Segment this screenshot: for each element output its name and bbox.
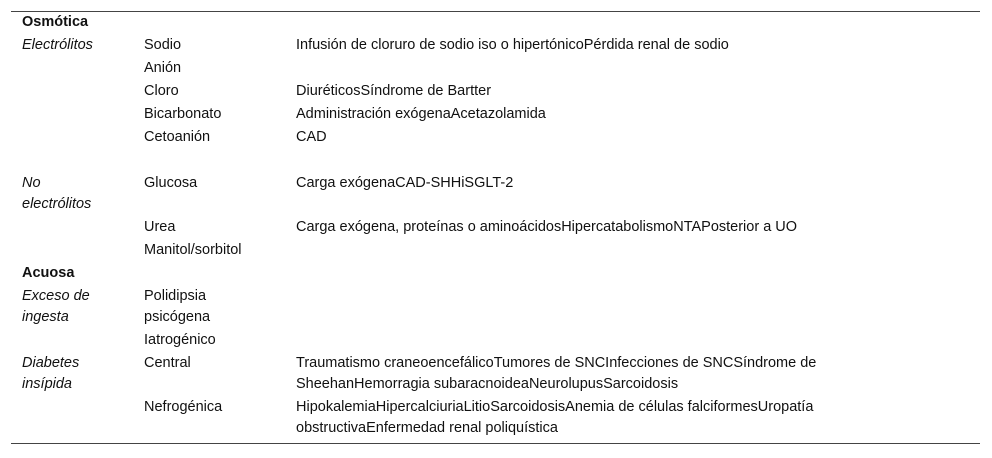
item-cloro: Cloro [144, 83, 179, 99]
cause-sodio: Infusión de cloruro de sodio iso o hipertónicoPérdida renal de sodio [296, 37, 729, 53]
item-cetoanion: Cetoanión [144, 129, 211, 145]
item-iatrogenico: Iatrogénico [144, 332, 216, 348]
item-glucosa: Glucosa [144, 175, 198, 191]
cause-central-line2: SheehanHemorragia subaracnoideaNeurolupusSarcoidosis [296, 376, 679, 392]
category-excess-intake-line1: Exceso de [22, 288, 90, 304]
category-diabetes-insipida-line2: insípida [22, 376, 72, 392]
section-heading-aqueous: Acuosa [22, 265, 75, 281]
item-nefrogenica: Nefrogénica [144, 399, 223, 415]
cause-glucosa: Carga exógenaCAD-SHHiSGLT-2 [296, 175, 514, 191]
cause-cloro: DiuréticosSíndrome de Bartter [296, 83, 492, 99]
category-non-electrolytes-line2: electrólitos [22, 196, 92, 212]
item-polidipsia: Polidipsia [144, 288, 207, 304]
cause-bicarbonato: Administración exógenaAcetazolamida [296, 106, 546, 122]
item-manitol: Manitol/sorbitol [144, 242, 242, 258]
item-central: Central [144, 355, 191, 371]
item-urea: Urea [144, 219, 176, 235]
category-excess-intake-line2: ingesta [22, 309, 69, 325]
item-anion: Anión [144, 60, 182, 76]
section-heading-osmotic: Osmótica [22, 14, 89, 30]
item-psicogena: psicógena [144, 309, 211, 325]
cause-cetoanion: CAD [296, 129, 327, 145]
category-electrolytes: Electrólitos [22, 37, 93, 53]
item-sodio: Sodio [144, 37, 182, 53]
item-bicarbonato: Bicarbonato [144, 106, 222, 122]
category-non-electrolytes-line1: No [22, 175, 41, 191]
cause-nefrogenica-line1: HipokalemiaHipercalciuriaLitioSarcoidosisAnemia de células falciformesUropatía [296, 399, 814, 415]
cause-nefrogenica-line2: obstructivaEnfermedad renal poliquística [296, 420, 558, 436]
cause-urea: Carga exógena, proteínas o aminoácidosHipercatabolismoNTAPosterior a UO [296, 219, 798, 235]
category-diabetes-insipida-line1: Diabetes [22, 355, 80, 371]
cause-central-line1: Traumatismo craneoencefálicoTumores de SNCInfecciones de SNCSíndrome de [296, 355, 817, 371]
